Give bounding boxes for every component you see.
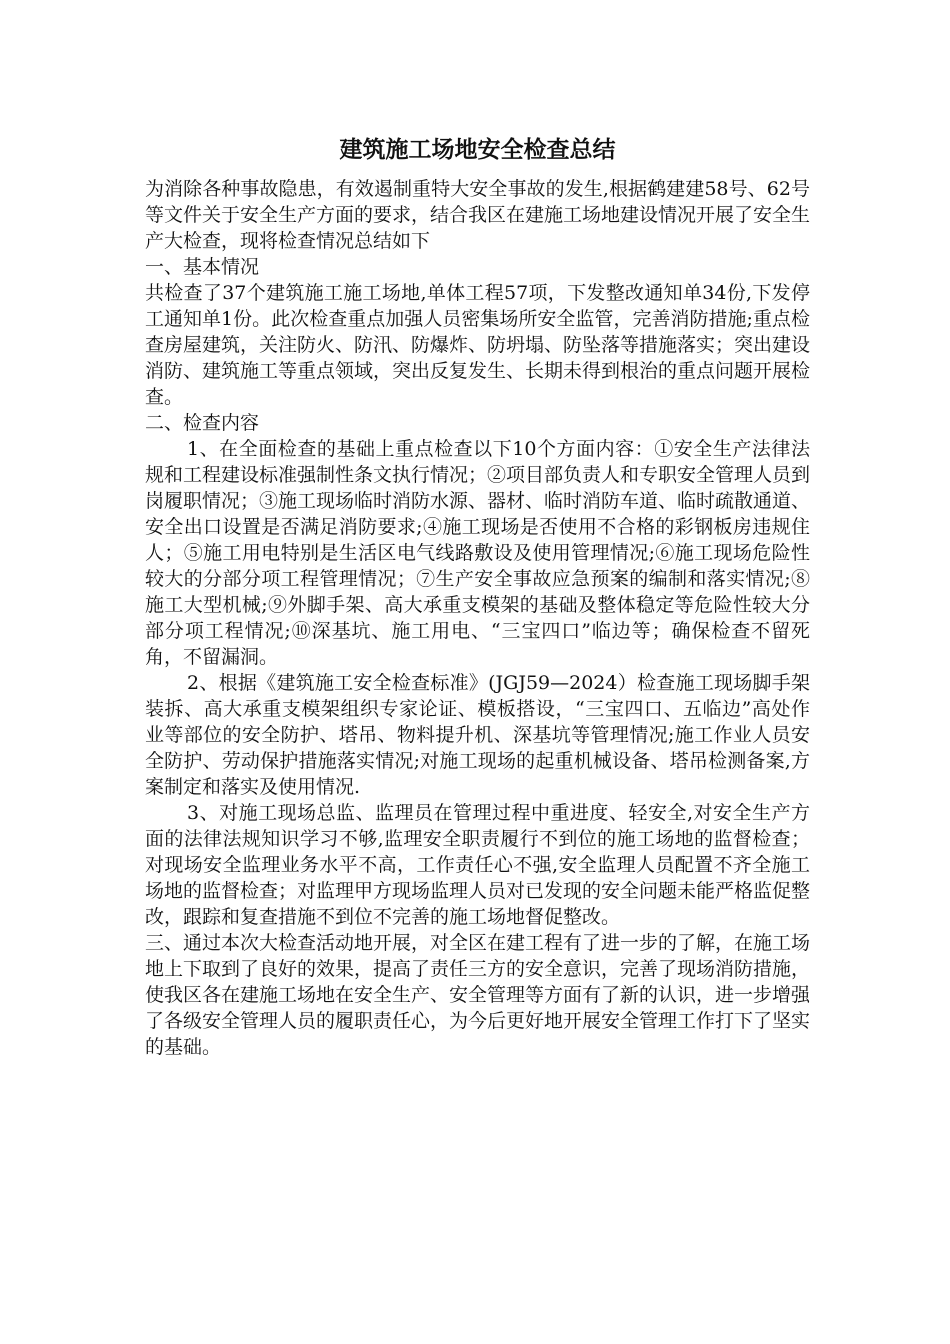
section-heading-content: 二、检查内容 [145, 412, 260, 434]
section-heading-basic: 一、基本情况 [145, 256, 260, 278]
basic-situation-paragraph: 共检查了37个建筑施工施工场地,单体工程57项，下发整改通知单34份,下发停工通知单1份。此次检查重点加强人员密集场所安全监管，完善消防措施;重点检查房屋建筑，关注防火、防汛、防爆炸、防坍塌、防坠落等措施落实；突出建设消防、建筑施工等重点领域，突出反复发生、长期未得到根治的重点问题开展检查。 [145, 282, 811, 408]
conclusion-paragraph: 三、通过本次大检查活动地开展，对全区在建工程有了进一步的了解，在施工场地上下取到了良好的效果，提高了责任三方的安全意识，完善了现场消防措施，使我区各在建施工场地在安全生产、安全管理等方面有了新的认识，进一步增强了各级安全管理人员的履职责任心，为今后更好地开展安全管理工作打下了坚实的基础。 [145, 932, 811, 1058]
document-title: 建筑施工场地安全检查总结 [339, 137, 616, 163]
content-item-3: 3、对施工现场总监、监理员在管理过程中重进度、轻安全,对安全生产方面的法律法规知识学习不够,监理安全职责履行不到位的施工场地的监督检查；对现场安全监理业务水平不高，工作责任心不强,安全监理人员配置不齐全施工场地的监督检查；对监理甲方现场监理人员对已发现的安全问题未能严格监促整改，跟踪和复查措施不到位不完善的施工场地督促整改。 [145, 802, 811, 928]
document-page [145, 132, 810, 1060]
content-item-2: 2、根据《建筑施工安全检查标准》(JGJ59—2024）检查施工现场脚手架装拆、高大承重支模架组织专家论证、模板搭设，“三宝四口、五临边”高处作业等部位的安全防护、塔吊、物料提升机、深基坑等管理情况;施工作业人员安全防护、劳动保护措施落实情况;对施工现场的起重机械设备、塔吊检测备案,方案制定和落实及使用情况. [145, 672, 810, 798]
content-item-1: 1、在全面检查的基础上重点检查以下10个方面内容：①安全生产法律法规和工程建设标准强制性条文执行情况；②项目部负责人和专职安全管理人员到岗履职情况；③施工现场临时消防水源、器材、临时消防车道、临时疏散通道、安全出口设置是否满足消防要求;④施工现场是否使用不合格的彩钢板房违规住人；⑤施工用电特别是生活区电气线路敷设及使用管理情况;⑥施工现场危险性较大的分部分项工程管理情况；⑦生产安全事故应急预案的编制和落实情况;⑧施工大型机械;⑨外脚手架、高大承重支模架的基础及整体稳定等危险性较大分部分项工程情况;⑩深基坑、施工用电、“三宝四口”临边等；确保检查不留死角，不留漏洞。 [145, 438, 811, 668]
intro-paragraph: 为消除各种事故隐患，有效遏制重特大安全事故的发生,根据鹤建建58号、62号等文件关于安全生产方面的要求，结合我区在建施工场地建设情况开展了安全生产大检查，现将检查情况总结如下 [145, 178, 811, 252]
